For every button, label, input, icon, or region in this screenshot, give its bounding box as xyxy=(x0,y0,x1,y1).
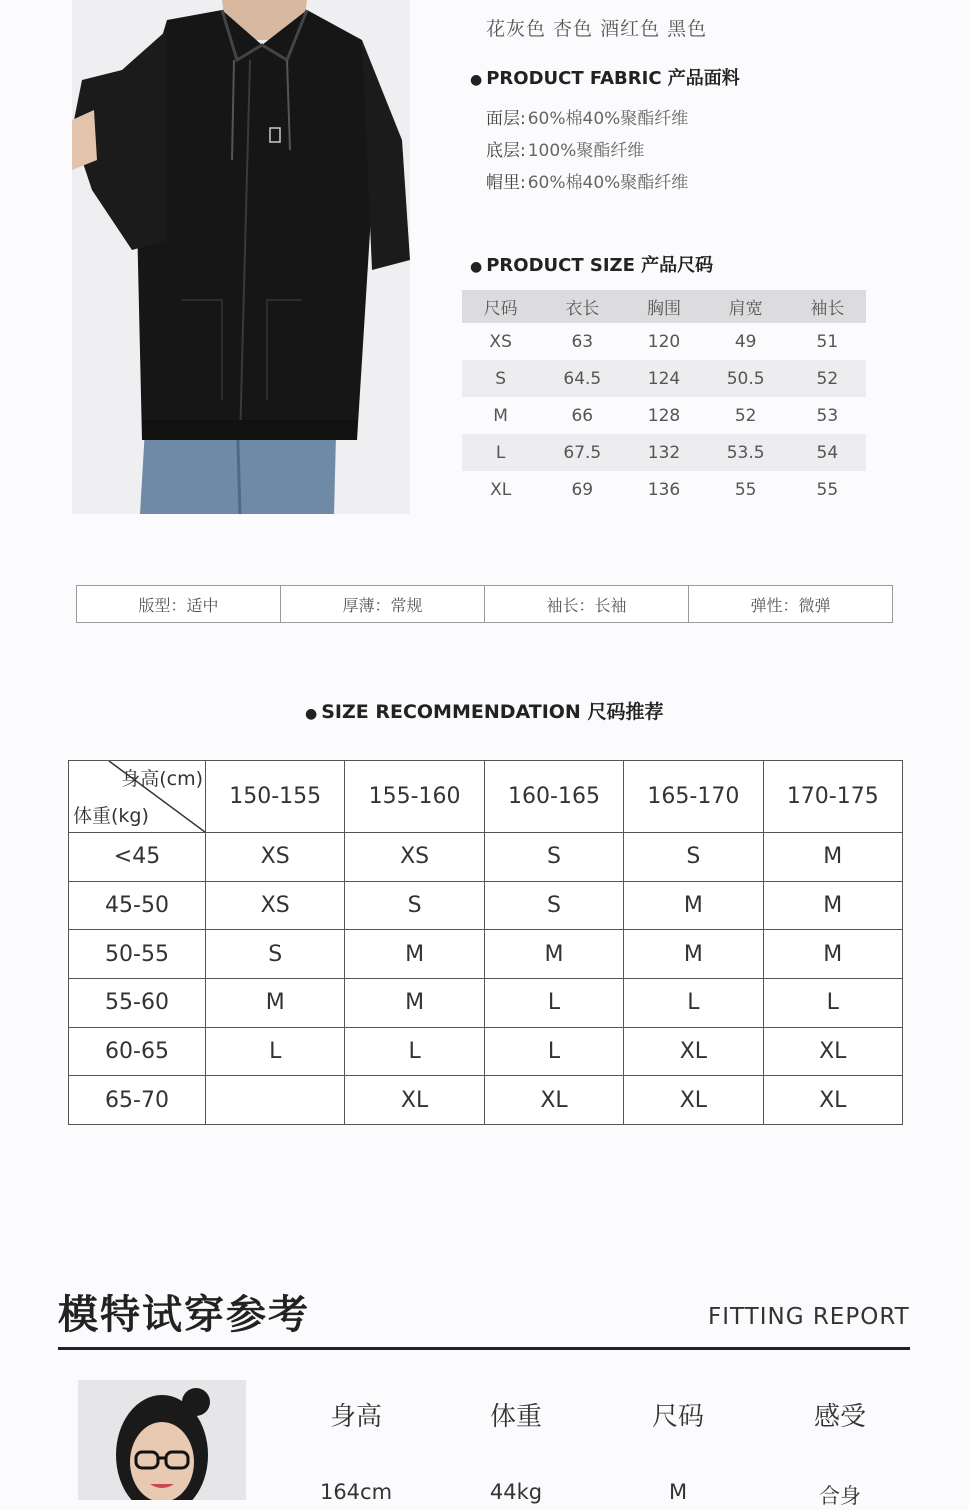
size-table-header: 尺码 衣长 胸围 肩宽 袖长 xyxy=(462,290,866,323)
table-row: 45-50 XS S S M M xyxy=(69,881,903,930)
size-section-title: ● PRODUCT SIZE 产品尺码 xyxy=(470,255,714,276)
divider xyxy=(58,1347,910,1350)
table-row: S 64.5 124 50.5 52 xyxy=(462,360,866,397)
table-row: 50-55 S M M M M xyxy=(69,930,903,979)
fit-value-size: M xyxy=(668,1480,688,1504)
fabric-row: 底层: 100%聚酯纤维 xyxy=(486,141,645,161)
fit-value-height: 164cm xyxy=(319,1480,393,1504)
table-row: M 66 128 52 53 xyxy=(493,405,839,426)
fitting-title-en: FITTING REPORT xyxy=(708,1304,910,1330)
product-photo xyxy=(72,0,410,514)
attr-thickness: 厚薄：常规 xyxy=(281,586,485,622)
color-options: 花灰色 杏色 酒红色 黑色 xyxy=(486,18,708,40)
recommendation-header-row: 身高(cm) 体重(kg) 150-155 155-160 160-165 165-170 170-175 xyxy=(69,761,903,833)
height-axis-label: 身高(cm) xyxy=(121,768,203,790)
attr-stretch: 弹性：微弹 xyxy=(750,595,831,615)
table-row: XS 63 120 49 51 xyxy=(489,331,839,352)
recommendation-title: ● SIZE RECOMMENDATION 尺码推荐 xyxy=(305,701,664,723)
model-photo xyxy=(78,1380,246,1500)
fabric-section-title: ● PRODUCT FABRIC 产品面料 xyxy=(470,68,740,89)
table-row: <45 XS XS S S M xyxy=(69,833,903,882)
fit-label-height: 身高 xyxy=(329,1402,382,1432)
table-row: 55-60 M M L L L xyxy=(69,978,903,1027)
corner-cell xyxy=(69,761,206,833)
fabric-row: 帽里: 60%棉40%聚酯纤维 xyxy=(486,173,689,193)
table-row: XL 69 136 55 55 xyxy=(490,479,839,500)
fit-label-size: 尺码 xyxy=(651,1402,704,1432)
recommendation-table xyxy=(68,760,903,1125)
size-table xyxy=(462,290,866,508)
fabric-row: 面层: 60%棉40%聚酯纤维 xyxy=(486,109,689,129)
table-row: L 67.5 132 53.5 54 xyxy=(462,434,866,471)
fitting-title: 模特试穿参考 xyxy=(58,1292,310,1338)
fit-value-weight: 44kg xyxy=(489,1480,543,1504)
table-row: 60-65 L L L XL XL xyxy=(69,1027,903,1076)
bullet-icon: ● xyxy=(305,706,318,722)
table-row: 65-70 XL XL XL XL xyxy=(69,1076,903,1125)
attr-sleeve: 袖长：长袖 xyxy=(485,586,689,622)
attr-fit: 版型：适中 xyxy=(77,586,281,622)
bullet-icon: ● xyxy=(470,72,483,88)
fit-label-feel: 感受 xyxy=(813,1402,866,1432)
fit-value-feel: 合身 xyxy=(819,1484,861,1508)
weight-axis-label: 体重(kg) xyxy=(73,805,149,827)
bullet-icon: ● xyxy=(470,259,483,275)
attribute-strip xyxy=(76,585,893,623)
fit-label-weight: 体重 xyxy=(489,1402,542,1432)
